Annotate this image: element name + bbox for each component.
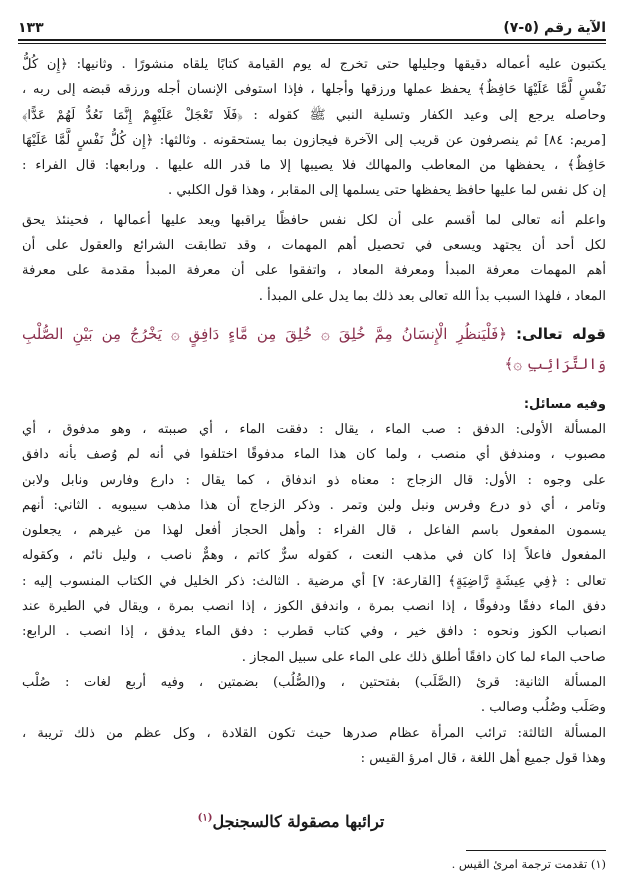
text-line: [مريم: ٨٤] ثم ينصرفون عن قريب إلى الآخرة فيجازون بما يستحقونه . وثالثها: ﴿إِن كُلُّ نَفْسٍ لَّمَّا عَلَيْهَا <box>22 132 606 148</box>
verse-line-2: وَالتَّرَائِبِ ۞﴾ <box>504 354 606 373</box>
text-line: دفق الماء دفقًا ودفوقًا ، إذا انصب بمرة ، واندفق الكوز ، إذا انصب بمرة ، ويقال في الطيرة عند <box>22 599 606 615</box>
header-rule <box>18 39 606 41</box>
page-body <box>22 52 606 771</box>
text-line: المسألة الثانية: قرئ (الصَّلَب) بفتحتين ، و(الصُّلُب) بضمتين ، وفيه أربع لغات : صُلْب <box>22 674 606 690</box>
text-line: على وجوه : الأول: قال الزجاج : معناه ذو اندفاق ، كما يقال : دارع وفارس ونابل ولابن <box>22 472 606 488</box>
text-line: نَفْسٍ لَّمَّا عَلَيْهَا حَافِظٌ﴾ يحفظ عملها ورزقها وأجلها ، فإذا استوفى الإنسان أجله ورزقه قبضه إلى ربه ، <box>22 82 606 98</box>
text-line: المفعول فاعلاً إذا كان في مذهب النعت ، كقوله سرٌّ كاتم ، وهمٌّ ناصب ، وليل نائم ، وكقوله <box>22 548 606 564</box>
header-title: الآية رقم (٥-٧) <box>503 20 606 36</box>
text-line: يسمون المفعول باسم الفاعل ، قال الفراء : وأهل الحجاز أفعل لهذا من غيرهم ، يجعلون <box>22 523 606 539</box>
text-line: تعالى : ﴿فِي عِيشَةٍ رَّاضِيَةٍ﴾ [القارعة: ٧] أي مرضية . الثالث: ذكر الخليل في الكتاب المنسوب إليه : <box>22 573 606 589</box>
header-rule-thin <box>18 43 606 44</box>
text-line: وتامر ، أي ذو درع وفرس ونبل ولبن وتمر . وذكر الزجاج أن هذا مذهب سيبويه . الثاني: أنهم <box>22 497 606 513</box>
text-line: المسألة الأولى: الدفق : صب الماء ، يقال : دفقت الماء ، أي صببته ، وهو مدفوق ، أي <box>22 421 606 437</box>
verse-intro: قوله تعالى: <box>516 324 606 343</box>
text-line: وحاصله يرجع إلى وعيد الكفار وتسلية النبي ﷺ كقوله : ﴿فَلَا تَعْجَلْ عَلَيْهِمْ إِنَّمَا نَعُدُّ لَهُمْ عَدًّا﴾ <box>22 107 606 123</box>
text-line: المسألة الثالثة: ترائب المرأة عظام صدرها حيث تكون القلادة ، وكل عظم من ذلك تريبة ، <box>22 725 606 741</box>
text-line: يكتبون عليه أعماله دقيقها وجليلها حتى تخرج له يوم القيامة كتابًا يلقاه منشورًا . وثانيها: ﴿إِن كُلُّ <box>22 57 606 72</box>
text-line: مصبوب ، ومندفق أي منصب ، ولما كان هذا الماء مدفوقًا اختلفوا في أنه لم وُصف بأنه دافق <box>22 447 606 463</box>
text-line: صاحب الماء لما كان دافقًا أطلق ذلك على الماء على سبيل المجاز . <box>241 649 606 665</box>
text-line: وصَلَب وصُلُب وصالب . <box>480 700 606 716</box>
text-line: المعاد ، فلهذا السبب بدأ الله تعالى بعد ذلك بما يدل على المبدأ . <box>258 288 606 304</box>
verse-line-1 <box>22 319 606 349</box>
text-line: لكل أحد أن يجتهد ويسعى في تحصيل أهم المهمات ، وقد تطابقت الشرائع والعقول على أن <box>22 238 606 254</box>
masail-section <box>22 417 606 771</box>
page-number: ١٣٣ <box>18 20 44 36</box>
page <box>18 0 606 896</box>
section-title: وفيه مسائل: <box>523 396 606 412</box>
quran-verse-block <box>22 319 606 379</box>
page-header <box>18 14 606 36</box>
text-line: أهم المهمات معرفة المبدأ ومعرفة المعاد ، واتفقوا على أن معرفة المبدأ مقدمة على معرفة <box>22 263 606 279</box>
paragraph-mabda-maad <box>22 208 606 309</box>
text-line: وهذا قول جميع أهل اللغة ، قال امرؤ القيس : <box>360 750 606 766</box>
text-line: واعلم أنه تعالى لما أقسم على أن لكل نفس حافظًا يراقبها ويعد عليها أعمالها ، فحينئذ يحق <box>22 212 606 228</box>
poem-text: ترائبها مصقولة كالسجنجل <box>212 812 385 831</box>
verse-text: ﴿فَلْيَنظُرِ الْإِنسَانُ مِمَّ خُلِقَ ۞ خُلِقَ مِن مَّاءٍ دَافِقٍ ۞ يَخْرُجُ مِن بَيْنِ الصُّلْبِ <box>22 324 508 343</box>
footnote-marker[interactable]: (١) <box>197 812 213 824</box>
text-line: إن كل نفس لما عليها حافظ يحفظها حتى يسلمها إلى المقابر ، وهذا قول الكلبي . <box>168 183 606 199</box>
footnote-rule <box>466 850 606 851</box>
paragraph-tafsir-hafiz <box>22 52 606 204</box>
footnote: (١) تقدمت ترجمة امرئ القيس . <box>451 857 606 871</box>
text-line: حَافِظٌ﴾ ، يحفظها من المعاطب والمهالك فلا يصيبها إلا ما قدر الله عليها . ورابعها: قال الفراء : <box>22 158 606 174</box>
text-line: انصباب الكوز ونحوه : دافق خير ، وفي كتاب قطرب : دفق الماء يدفق ، إذا انصب . الرابع: <box>22 624 606 640</box>
poem-verse <box>176 812 406 831</box>
